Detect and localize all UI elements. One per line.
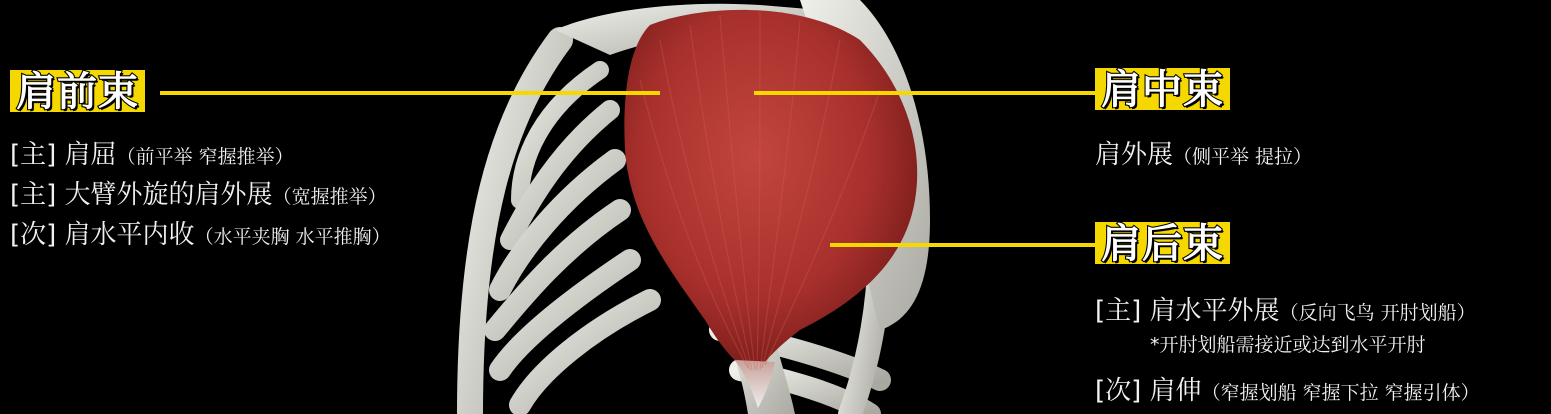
posterior-line-2 [1095, 370, 1480, 407]
anterior-line-2-main: [主] 大臂外旋的肩外展 [10, 180, 273, 210]
anterior-deltoid-title: 肩前束 [16, 69, 139, 115]
middle-deltoid-title: 肩中束 [1101, 67, 1224, 113]
posterior-line-2-main: [次] 肩伸 [1095, 376, 1202, 406]
middle-deltoid-label [1095, 67, 1230, 113]
posterior-line-1 [1095, 290, 1476, 327]
anterior-line-2 [10, 174, 387, 211]
posterior-deltoid-label [1095, 221, 1230, 267]
posterior-note: *开肘划船需接近或达到水平开肘 [1150, 334, 1426, 356]
anterior-line-3-sub: （水平夹胸 水平推胸） [194, 226, 391, 248]
anterior-line-3-main: [次] 肩水平内收 [10, 220, 195, 250]
posterior-line-2-sub: （窄握划船 窄握下拉 窄握引体） [1201, 382, 1480, 404]
anterior-deltoid-label [10, 69, 145, 115]
middle-line-1 [1095, 134, 1312, 171]
anterior-line-1-sub: （前平举 窄握推举） [116, 146, 294, 168]
posterior-deltoid-title: 肩后束 [1101, 221, 1224, 267]
anterior-line-1-main: [主] 肩屈 [10, 140, 117, 170]
anterior-line-3 [10, 214, 391, 251]
anterior-line-1 [10, 134, 294, 171]
posterior-line-1-sub: （反向飞鸟 开肘划船） [1279, 302, 1476, 324]
middle-line-1-main: 肩外展 [1095, 140, 1174, 170]
posterior-line-1-main: [主] 肩水平外展 [1095, 296, 1280, 326]
anterior-line-2-sub: （宽握推举） [272, 186, 387, 208]
middle-line-1-sub: （侧平举 提拉） [1173, 146, 1313, 168]
